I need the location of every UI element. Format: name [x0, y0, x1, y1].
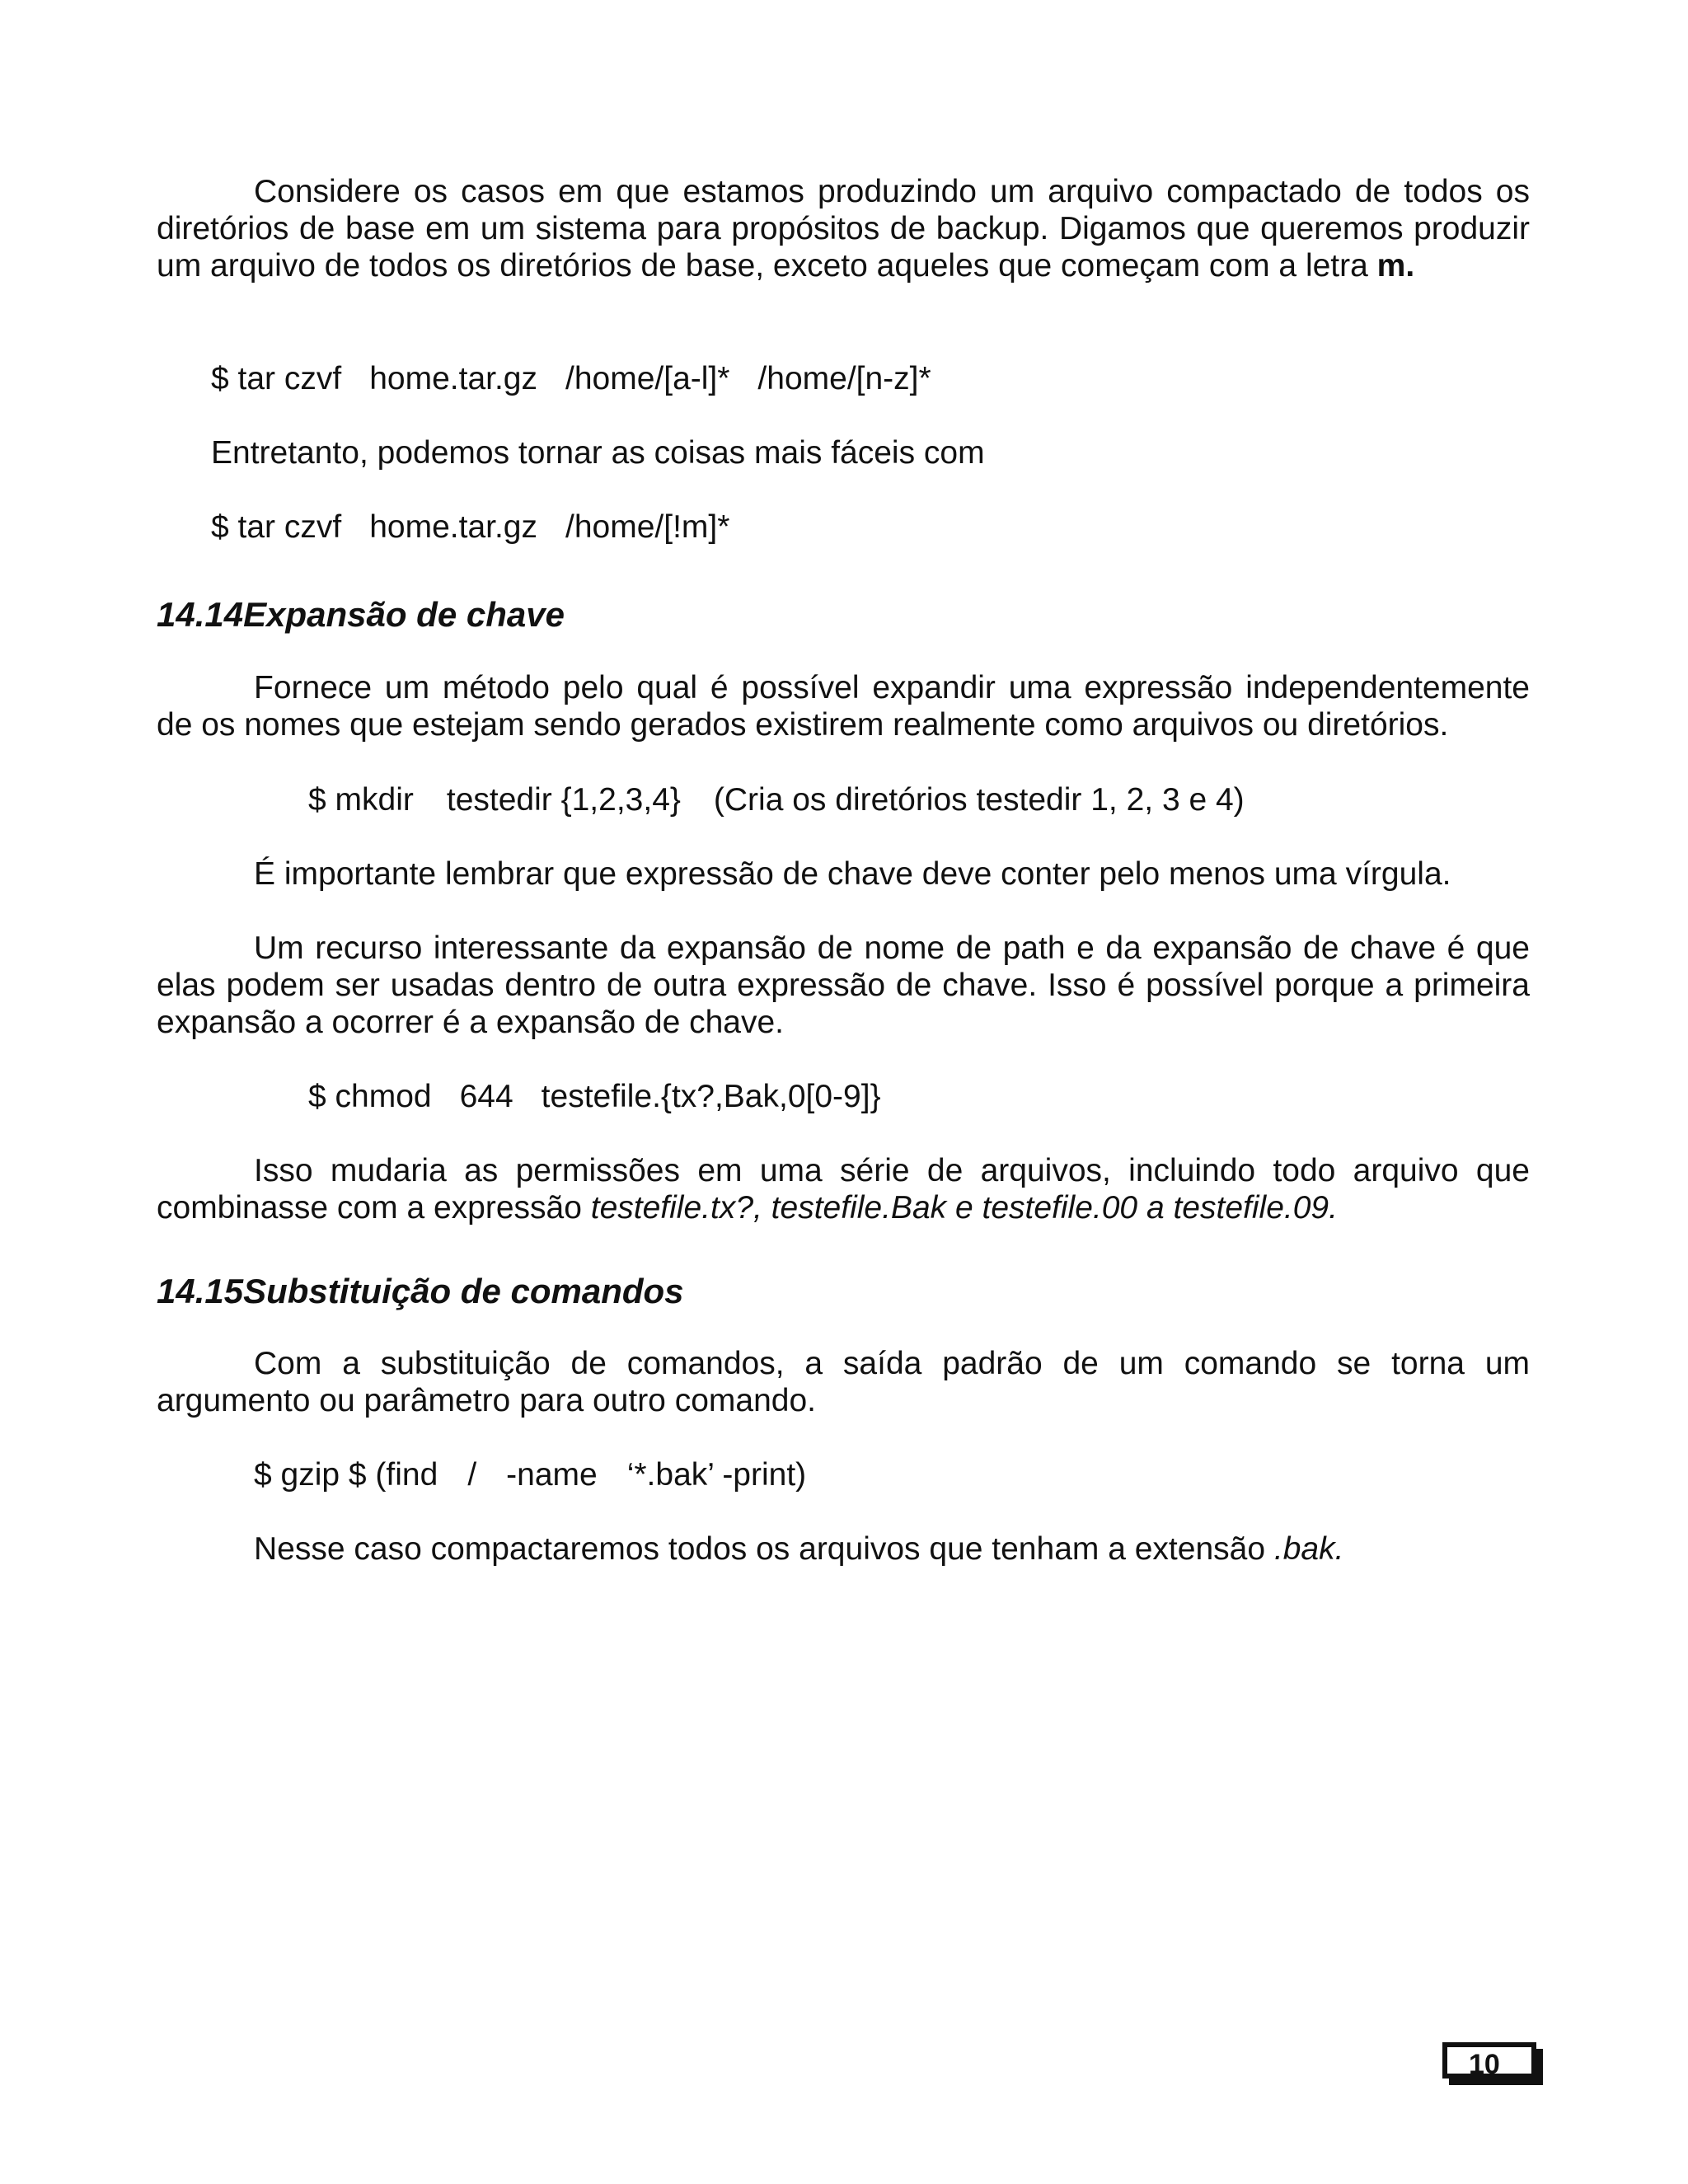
paragraph-compress-bak-text: Nesse caso compactaremos todos os arquivos que tenham a extensão — [254, 1531, 1274, 1567]
command-part: testedir {1,2,3,4} — [446, 782, 681, 818]
command-part: $ mkdir — [308, 782, 414, 818]
command-part: ‘*.bak’ -print) — [626, 1457, 807, 1493]
paragraph-permissions — [157, 1152, 1530, 1226]
command-tar-negation — [211, 509, 729, 546]
paragraph-nested-expansion-text: Um recurso interessante da expansão de nome de path e da expansão de chave é que elas podem ser usadas dentro de outra expressão de chave. Isso é possível porque a primeira expansão a ocorrer é a expansão de chave. — [157, 930, 1530, 1040]
page-number-box — [1442, 2042, 1536, 2079]
paragraph-command-substitution-text: Com a substituição de comandos, a saída padrão de um comando se torna um argumento ou parâmetro para outro comando. — [157, 1346, 1530, 1418]
command-chmod — [308, 1078, 881, 1115]
command-part: (Cria os diretórios testedir 1, 2, 3 e 4) — [713, 782, 1245, 818]
section-heading-command-substitution: 14.15Substituição de comandos — [157, 1272, 684, 1310]
paragraph-command-substitution — [157, 1345, 1530, 1419]
command-mkdir — [308, 781, 1245, 818]
command-part: home.tar.gz — [369, 509, 537, 545]
bold-letter-m: m. — [1376, 248, 1415, 284]
command-part: /home/[n-z]* — [757, 361, 931, 396]
section-heading-brace-expansion: 14.14Expansão de chave — [157, 595, 565, 634]
command-part: $ tar czvf — [211, 361, 342, 396]
paragraph-brace-expansion — [157, 669, 1530, 743]
page-number: 10 — [1469, 2049, 1500, 2079]
paragraph-permissions-text: Isso mudaria as permissões em uma série de arquivos, incluindo todo arquivo que combinasse com a expressão — [157, 1153, 1530, 1226]
command-tar-ranges — [211, 360, 931, 397]
paragraph-comma-note: É importante lembrar que expressão de chave deve conter pelo menos uma vírgula. — [254, 856, 1451, 892]
paragraph-backup-intro-text: Considere os casos em que estamos produzindo um arquivo compactado de todos os diretórios de base em um sistema para propósitos de backup. Digamos que queremos produzir um arquivo de todos os diretórios de base, exceto aqueles que começam com a letra — [157, 174, 1530, 284]
paragraph-compress-bak — [254, 1530, 1343, 1568]
command-part: $ gzip $ (find — [254, 1457, 438, 1493]
paragraph-brace-expansion-text: Fornece um método pelo qual é possível expandir uma expressão independentemente de os nomes que estejam sendo gerados existirem realmente como arquivos ou diretórios. — [157, 670, 1530, 743]
italic-file-list: testefile.tx?, testefile.Bak e testefile.00 a testefile.09. — [590, 1190, 1338, 1226]
command-part: home.tar.gz — [369, 361, 537, 396]
command-part: $ tar czvf — [211, 509, 342, 545]
command-part: testefile.{tx?,Bak,0[0-9]} — [541, 1079, 881, 1114]
command-part: -name — [506, 1457, 598, 1493]
command-part: $ chmod — [308, 1079, 432, 1114]
command-gzip — [254, 1456, 806, 1493]
italic-extension: .bak. — [1273, 1531, 1344, 1567]
command-part: / — [467, 1457, 477, 1493]
command-part: 644 — [459, 1079, 513, 1114]
paragraph-backup-intro — [157, 173, 1530, 284]
command-part: /home/[a-l]* — [565, 361, 730, 396]
paragraph-easier: Entretanto, podemos tornar as coisas mais fáceis com — [211, 435, 985, 471]
paragraph-nested-expansion — [157, 930, 1530, 1041]
command-part: /home/[!m]* — [565, 509, 730, 545]
